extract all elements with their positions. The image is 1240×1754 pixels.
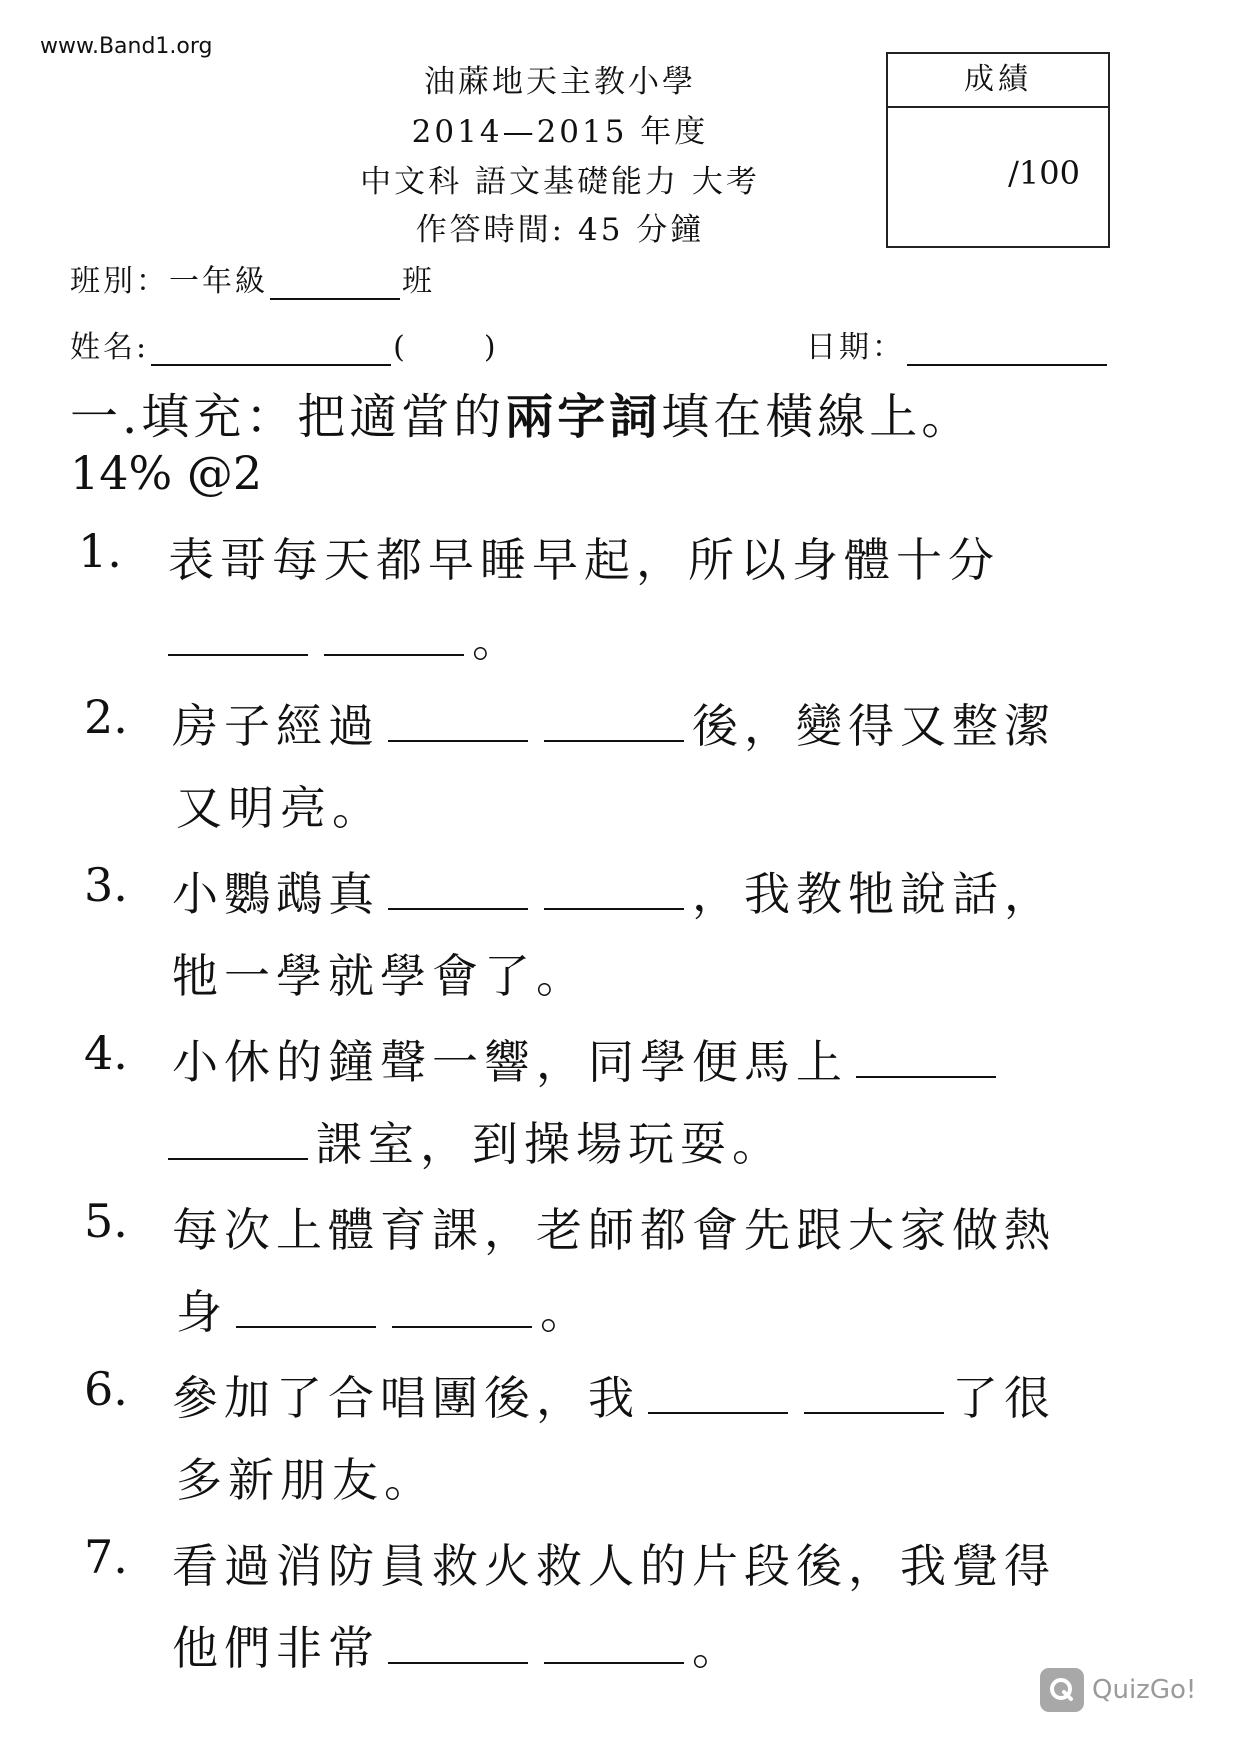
question-text: 又明亮。 [176, 781, 384, 835]
answer-blank[interactable] [388, 1620, 528, 1664]
quizgo-name: QuizGo! [1092, 1675, 1197, 1705]
watermark-url: www.Band1.org [40, 34, 213, 59]
score-box [886, 52, 1110, 248]
section-title-suffix: 填在橫線上。 [661, 389, 974, 445]
answer-blank[interactable] [544, 866, 684, 910]
answer-blank[interactable] [392, 1284, 532, 1328]
question-text: 。 [472, 613, 524, 667]
answer-blank[interactable] [544, 698, 684, 742]
question-text: 身 [176, 1285, 228, 1339]
date-row [806, 322, 1109, 366]
question-number: 6. [84, 1362, 128, 1416]
question-5-line-1 [172, 1194, 1056, 1260]
answer-blank[interactable] [168, 612, 308, 656]
class-blank[interactable] [270, 268, 400, 300]
score-label: 成績 [888, 54, 1108, 108]
question-6-line-1 [172, 1362, 1056, 1428]
question-5-line-2 [176, 1276, 592, 1342]
answer-blank[interactable] [168, 1116, 308, 1160]
question-text: 課室，到操場玩耍。 [316, 1117, 784, 1171]
question-text: 他們非常 [172, 1621, 380, 1675]
question-text: ，我教牠說話， [692, 867, 1056, 921]
exam-time: 作答時間: 45 分鐘 [415, 212, 705, 248]
question-6-line-2 [176, 1444, 436, 1510]
answer-blank[interactable] [804, 1370, 944, 1414]
answer-blank[interactable] [544, 1620, 684, 1664]
question-text: 參加了合唱團後，我 [172, 1371, 640, 1425]
question-2-line-1 [172, 690, 1056, 756]
section-title-emphasis: 兩字詞 [505, 389, 662, 445]
name-blank[interactable] [151, 334, 391, 366]
answer-blank[interactable] [324, 612, 464, 656]
question-7-line-1 [172, 1530, 1056, 1596]
question-7-line-2 [172, 1612, 744, 1678]
question-1-line-2 [160, 604, 524, 670]
answer-blank[interactable] [388, 698, 528, 742]
question-text: 小鸚鵡真 [172, 867, 380, 921]
question-text: 牠一學就學會了。 [172, 949, 588, 1003]
question-text: 多新朋友。 [176, 1453, 436, 1507]
date-label: 日期： [806, 330, 905, 365]
question-number: 4. [84, 1026, 128, 1080]
school-name: 油蔴地天主教小學 [424, 64, 696, 100]
question-3-line-1 [172, 858, 1056, 924]
question-number: 7. [84, 1530, 128, 1584]
question-3-line-2 [172, 940, 588, 1006]
question-text: 每次上體育課，老師都會先跟大家做熱 [172, 1203, 1056, 1257]
name-row [70, 322, 499, 366]
answer-blank[interactable] [856, 1034, 996, 1078]
exam-subject: 中文科 語文基礎能力 大考 [360, 164, 760, 200]
quizgo-logo-icon [1040, 1668, 1084, 1712]
class-number-close: ) [483, 330, 499, 365]
question-text: 後，變得又整潔 [692, 699, 1056, 753]
quizgo-brand [1040, 1668, 1196, 1712]
question-number: 5. [84, 1194, 128, 1248]
question-number: 2. [84, 690, 128, 744]
section-title [70, 378, 973, 447]
answer-blank[interactable] [236, 1284, 376, 1328]
question-4-line-1 [172, 1026, 1004, 1092]
section-weight: 14% @2 [70, 446, 263, 500]
answer-blank[interactable] [648, 1370, 788, 1414]
question-text: 。 [540, 1285, 592, 1339]
question-1-line-1 [168, 524, 1000, 590]
score-total: /100 [1008, 154, 1080, 192]
name-label: 姓名: [70, 330, 150, 365]
class-row [70, 256, 435, 300]
question-text: 了很 [952, 1371, 1056, 1425]
section-title-prefix: 一.填充：把適當的 [70, 389, 506, 445]
school-year: 2014—2015 年度 [411, 114, 709, 150]
question-text: 。 [692, 1621, 744, 1675]
question-number: 1. [78, 524, 122, 578]
date-blank[interactable] [907, 334, 1107, 366]
question-4-line-2 [168, 1108, 784, 1174]
class-number-open: ( [393, 330, 408, 365]
question-text: 看過消防員救火救人的片段後，我覺得 [172, 1539, 1056, 1593]
question-2-line-2 [176, 772, 384, 838]
question-number: 3. [84, 858, 128, 912]
question-text: 表哥每天都早睡早起，所以身體十分 [168, 533, 1000, 587]
class-suffix: 班 [402, 264, 435, 299]
question-text: 房子經過 [172, 699, 380, 753]
question-text: 小休的鐘聲一響，同學便馬上 [172, 1035, 848, 1089]
answer-blank[interactable] [388, 866, 528, 910]
class-label: 班別：一年級 [70, 264, 268, 299]
